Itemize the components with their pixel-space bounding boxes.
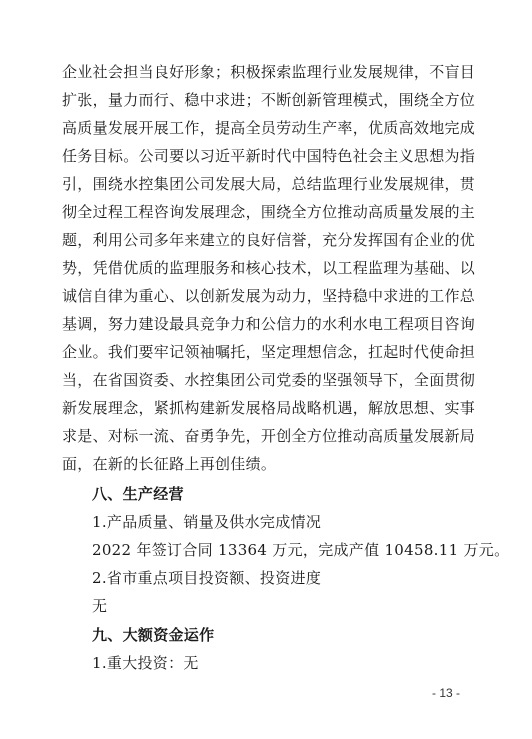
paragraph-line: 当，在省国资委、水控集团公司党委的坚强领导下，全面贯彻 bbox=[62, 371, 476, 389]
section-item-value: 2022 年签订合同 13364 万元，完成产值 10458.11 万元。 bbox=[92, 541, 510, 559]
paragraph-line: 求是、对标一流、奋勇争先，开创全方位推动高质量发展新局 bbox=[62, 427, 476, 445]
paragraph-line: 引，围绕水控集团公司发展大局，总结监理行业发展规律，贯 bbox=[62, 175, 476, 193]
paragraph-line: 扩张，量力而行、稳中求进；不断创新管理模式，围绕全方位 bbox=[62, 91, 476, 109]
section-item-title: 1.产品质量、销量及供水完成情况 bbox=[92, 513, 322, 531]
paragraph-line: 任务目标。公司要以习近平新时代中国特色社会主义思想为指 bbox=[62, 147, 476, 165]
paragraph-line: 彻全过程工程咨询发展理念，围绕全方位推动高质量发展的主 bbox=[62, 203, 476, 221]
paragraph-line: 新发展理念，紧抓构建新发展格局战略机遇，解放思想、实事 bbox=[62, 399, 476, 417]
page-number: - 13 - bbox=[432, 686, 461, 700]
section-item-title: 1.重大投资：无 bbox=[92, 654, 199, 672]
paragraph-line: 高质量发展开展工作，提高全员劳动生产率，优质高效地完成 bbox=[62, 119, 476, 137]
section-heading-production: 八、生产经营 bbox=[92, 485, 184, 503]
paragraph-line: 题，利用公司多年来建立的良好信誉，充分发挥国有企业的优 bbox=[62, 231, 476, 249]
paragraph-line: 诚信自律为重心、以创新发展为动力，坚持稳中求进的工作总 bbox=[62, 287, 476, 305]
paragraph-line: 势，凭借优质的监理服务和核心技术，以工程监理为基础、以 bbox=[62, 259, 476, 277]
section-heading-funds: 九、大额资金运作 bbox=[92, 626, 215, 644]
section-item-title: 2.省市重点项目投资额、投资进度 bbox=[92, 569, 322, 587]
paragraph-line: 企业。我们要牢记领袖嘱托，坚定理想信念，扛起时代使命担 bbox=[62, 343, 476, 361]
paragraph-line: 基调，努力建设最具竞争力和公信力的水利水电工程项目咨询 bbox=[62, 315, 476, 333]
section-item-value: 无 bbox=[92, 597, 108, 615]
paragraph-line: 企业社会担当良好形象；积极探索监理行业发展规律，不盲目 bbox=[62, 63, 476, 81]
paragraph-line: 面，在新的长征路上再创佳绩。 bbox=[62, 455, 277, 473]
